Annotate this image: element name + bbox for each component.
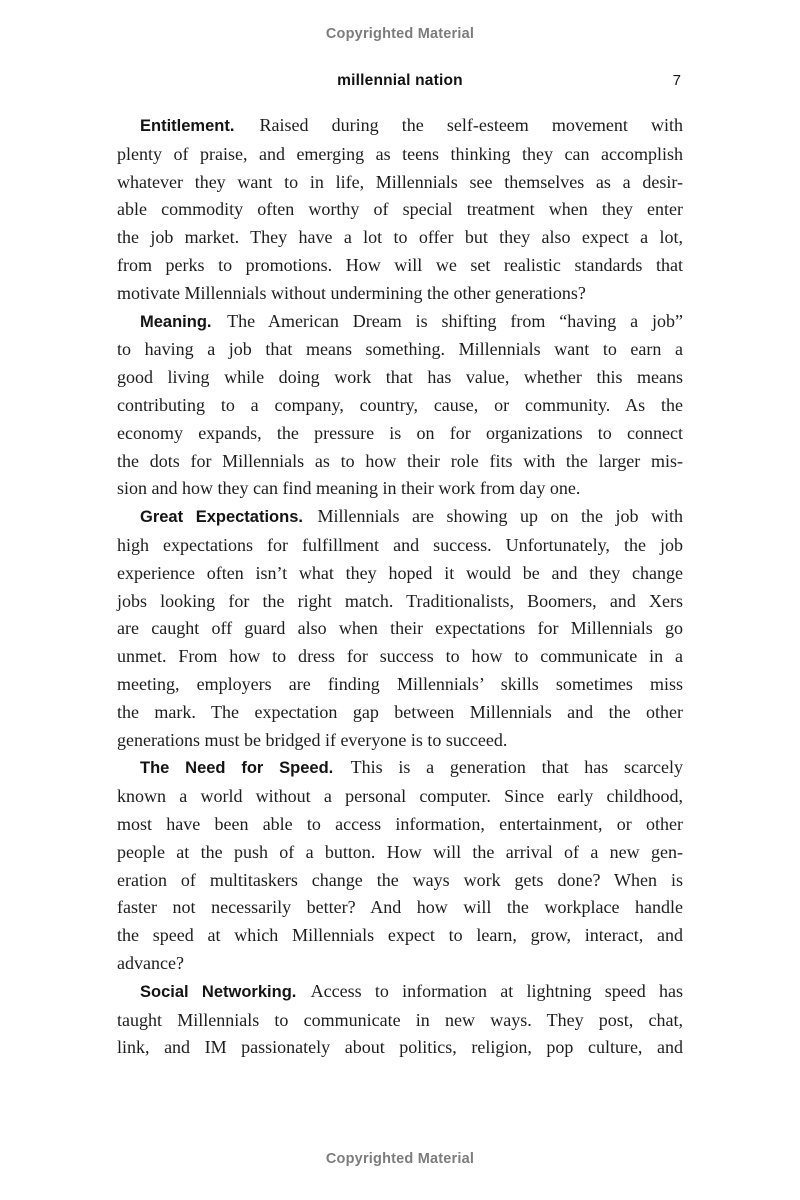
- text-line: the job market. They have a lot to offer but they also expect a lot,: [117, 227, 683, 248]
- page-body: [117, 112, 683, 1062]
- text-line: economy expands, the pressure is on for organizations to connect: [117, 422, 683, 443]
- text-line: link, and IM passionately about politics, religion, pop culture, and: [117, 1037, 683, 1058]
- text-line: plenty of praise, and emerging as teens thinking they can accomplish: [117, 143, 683, 164]
- text-line: most have been able to access information, entertainment, or other: [117, 813, 683, 834]
- text-line: advance?: [117, 952, 184, 973]
- text-line: good living while doing work that has value, whether this means: [117, 367, 683, 388]
- text-line: able commodity often worthy of special treatment when they enter: [117, 199, 683, 220]
- text-line: from perks to promotions. How will we set realistic standards that: [117, 254, 683, 275]
- text-line: whatever they want to in life, Millennials see themselves as a desir-: [117, 171, 683, 192]
- copyright-notice-top: Copyrighted Material: [325, 26, 475, 42]
- paragraph: [117, 754, 683, 977]
- copyright-notice-bottom: Copyrighted Material: [325, 1151, 475, 1167]
- text-line: motivate Millennials without undermining the other generations?: [117, 282, 586, 303]
- paragraph: [117, 503, 683, 754]
- text-line: eration of multitaskers change the ways work gets done? When is: [117, 869, 683, 890]
- text-line: contributing to a company, country, cause, or community. As the: [117, 394, 683, 415]
- text-line: people at the push of a button. How will the arrival of a new gen-: [117, 841, 683, 862]
- text-line: experience often isn’t what they hoped it would be and they change: [117, 562, 683, 583]
- paragraph-lead: The Need for Speed.: [140, 759, 334, 778]
- text-line: faster not necessarily better? And how will the workplace handle: [117, 897, 683, 918]
- text-line: unmet. From how to dress for success to how to communicate in a: [117, 646, 683, 667]
- text-line: taught Millennials to communicate in new ways. They post, chat,: [117, 1009, 683, 1030]
- text-line: are caught off guard also when their expectations for Millennials go: [117, 618, 683, 639]
- paragraph: [117, 112, 683, 308]
- text-line: Great Expectations. Millennials are showing up on the job with: [140, 506, 683, 527]
- text-line: the mark. The expectation gap between Millennials and the other: [117, 701, 683, 722]
- text-line: to having a job that means something. Millennials want to earn a: [117, 339, 683, 360]
- text-line: The Need for Speed. This is a generation that has scarcely: [140, 757, 684, 778]
- text-line: the speed at which Millennials expect to learn, grow, interact, and: [117, 925, 683, 946]
- running-header: [117, 72, 683, 94]
- paragraph-lead: Entitlement.: [140, 117, 235, 135]
- book-title: millennial nation: [337, 72, 463, 89]
- text-line: the dots for Millennials as to how their role fits with the larger mis-: [117, 450, 683, 471]
- text-line: sion and how they can find meaning in their work from day one.: [117, 478, 581, 499]
- text-line: known a world without a personal computer. Since early childhood,: [117, 786, 683, 807]
- text-line: high expectations for fulfillment and success. Unfortunately, the job: [117, 534, 683, 555]
- text-line: Social Networking. Access to information at lightning speed has: [140, 980, 683, 1001]
- paragraph: [117, 308, 683, 504]
- text-line: jobs looking for the right match. Traditionalists, Boomers, and Xers: [117, 590, 683, 611]
- page-number: 7: [672, 72, 681, 89]
- text-line: Entitlement. Raised during the self-esteem movement with: [140, 115, 683, 135]
- text-line: meeting, employers are finding Millennials’ skills sometimes miss: [117, 673, 683, 694]
- paragraph-lead: Meaning.: [140, 312, 212, 331]
- paragraph: [117, 978, 683, 1062]
- paragraph-lead: Social Networking.: [140, 982, 297, 1001]
- text-line: Meaning. The American Dream is shifting from “having a job”: [140, 310, 683, 331]
- paragraph-lead: Great Expectations.: [140, 508, 303, 527]
- text-line: generations must be bridged if everyone is to succeed.: [117, 729, 508, 750]
